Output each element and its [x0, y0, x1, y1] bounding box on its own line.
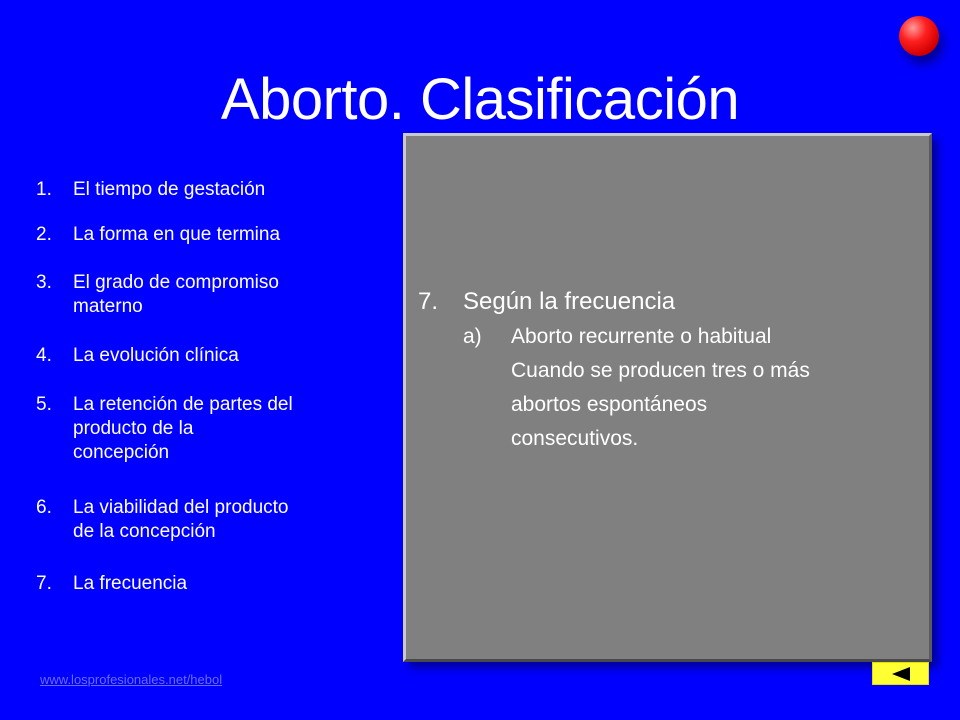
panel-subitem-letter: a)	[463, 325, 482, 348]
list-item-text	[73, 344, 353, 368]
list-item-line: La frecuencia	[73, 573, 188, 594]
panel-subitem-line: consecutivos.	[511, 427, 639, 450]
back-button[interactable]	[872, 662, 929, 685]
footer-link[interactable]: www.losprofesionales.net/hebol	[40, 672, 223, 687]
list-item-number: 5.	[36, 394, 52, 415]
slide-title: Aborto. Clasificación	[220, 67, 740, 132]
list-item-number: 2.	[36, 224, 52, 245]
list-item-text	[73, 393, 353, 465]
list-item-line: La viabilidad del producto	[73, 497, 289, 518]
list-item-line: La retención de partes del	[73, 394, 293, 415]
left-triangle-icon	[891, 666, 911, 682]
list-item-text	[73, 178, 353, 202]
list-item-number: 7.	[36, 573, 52, 594]
list-item-line: El tiempo de gestación	[73, 179, 266, 200]
list-item-line: materno	[73, 296, 143, 317]
list-item-line: La evolución clínica	[73, 345, 239, 366]
list-item-text	[73, 223, 353, 247]
panel-subitem-line: Aborto recurrente o habitual	[511, 325, 772, 348]
detail-panel	[403, 133, 932, 662]
list-item-line: La forma en que termina	[73, 224, 281, 245]
list-item-line: producto de la	[73, 418, 194, 439]
list-item-number: 3.	[36, 272, 52, 293]
panel-heading-text: Según la frecuencia	[463, 288, 676, 315]
panel-heading-number: 7.	[418, 288, 439, 315]
panel-subitem-line: Cuando se producen tres o más	[511, 359, 810, 382]
panel-subitem-text	[511, 320, 891, 456]
panel-subitem-line: abortos espontáneos	[511, 393, 708, 416]
red-circle-button[interactable]	[899, 16, 939, 56]
list-item-line: de la concepción	[73, 521, 216, 542]
list-item-number: 6.	[36, 497, 52, 518]
list-item-text	[73, 572, 353, 596]
list-item-line: concepción	[73, 442, 170, 463]
list-item-text	[73, 496, 353, 544]
list-item-number: 4.	[36, 345, 52, 366]
list-item-number: 1.	[36, 179, 52, 200]
list-item-line: El grado de compromiso	[73, 272, 279, 293]
list-item-text	[73, 271, 353, 319]
